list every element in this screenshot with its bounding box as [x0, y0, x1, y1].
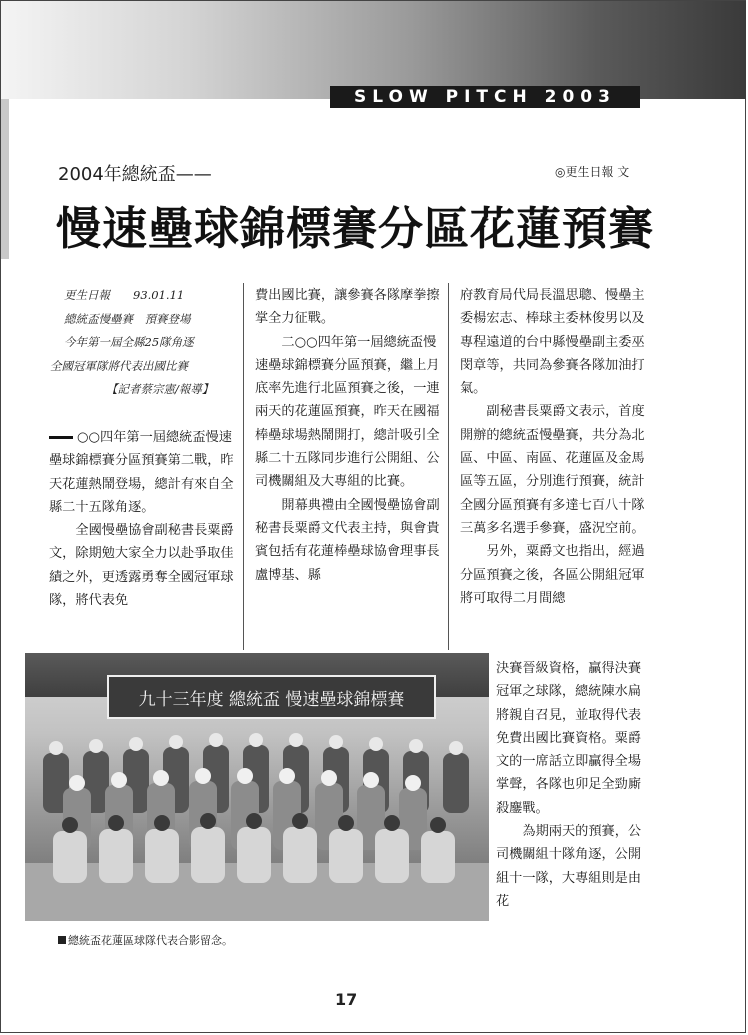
article-headline: 慢速壘球錦標賽分區花蓮預賽	[56, 202, 655, 255]
article-column-3	[460, 284, 646, 610]
paragraph: 二○○四年第一屆總統盃慢速壘球錦標賽分區預賽，繼上月底率先進行北區預賽之後，一連兩天的花蓮區預賽，昨天在國福棒壘球場熱鬧開打，總計吸引全縣二十五隊同步進行公開組、公司機關組及大專組的比賽。	[255, 334, 440, 490]
team-group-photo	[25, 653, 489, 921]
event-banner: 九十三年度 總統盃 慢速壘球錦標賽	[107, 675, 436, 719]
column-divider-1	[243, 283, 244, 650]
header-gradient-band	[1, 1, 746, 99]
newspaper-clipping	[50, 284, 235, 402]
paragraph: 為期兩天的預賽，公司機關組十隊角逐，公開組十一隊，大專組則是由花	[496, 824, 642, 909]
left-shade-strip	[1, 99, 9, 259]
paragraph: 另外，粟爵文也指出，經過分區預賽之後，各區公開組冠軍將可取得二月間總	[460, 544, 645, 606]
players-silhouettes	[25, 653, 489, 921]
clipping-line: 更生日報 93.01.11	[64, 288, 185, 302]
photo-caption	[58, 932, 233, 948]
page-number: 17	[335, 990, 358, 1009]
paragraph: 決賽晉級資格，贏得決賽冠軍之球隊，總統陳水扁將親自召見，並取得代表免費出國比賽資格。粟爵文的一席話立即贏得全場掌聲，各隊也卯足全勁廝殺鏖戰。	[496, 661, 642, 816]
article-column-1	[49, 426, 237, 612]
paragraph: 副秘書長粟爵文表示，首度開辦的總統盃慢壘賽，共分為北區、中區、南區、花蓮區及金馬區等五區，分別進行預賽，統計全國分區預賽有多達七百八十隊三萬多名選手參賽，盛況空前。	[460, 404, 645, 536]
paragraph: 府教育局代局長溫思聰、慢壘主委楊宏志、棒球主委林俊男以及專程遠道的台中縣慢壘副主委巫閔章等，共同為參賽各隊加油打氣。	[460, 288, 645, 397]
column-divider-2	[448, 283, 449, 650]
paragraph: 開幕典禮由全國慢壘協會副秘書長粟爵文代表主持，與會貴賓包括有花蓮棒壘球協會理事長盧博基、縣	[255, 497, 440, 583]
clipping-line: 總統盃慢壘賽 預賽登場	[64, 311, 191, 326]
paragraph: 費出國比賽，讓參賽各隊摩拳擦掌全力征戰。	[255, 288, 440, 327]
clipping-line: 全國冠軍隊將代表出國比賽	[50, 358, 188, 373]
paragraph-text: ○○四年第一屆總統盃慢速壘球錦標賽分區預賽第二戰，昨天花蓮熱鬧登場，總計有來自全縣二十五隊角逐。	[49, 430, 234, 515]
paragraph	[49, 426, 237, 519]
caption-text: 總統盃花蓮區球隊代表合影留念。	[68, 934, 233, 947]
caption-square-icon	[58, 936, 66, 944]
article-subtitle: 2004年總統盃——	[58, 164, 212, 185]
clipping-line: 【記者蔡宗憲/報導】	[106, 382, 214, 396]
dropcap-rule	[49, 436, 73, 439]
article-credit: ◎更生日報 文	[555, 165, 630, 179]
article-column-2	[255, 284, 441, 587]
paragraph: 全國慢壘協會副秘書長粟爵文，除期勉大家全力以赴爭取佳績之外，更透露勇奪全國冠軍球隊，將代表免	[49, 523, 234, 609]
series-title-bar: SLOW PITCH 2003	[330, 86, 640, 108]
article-column-3-continued	[496, 657, 646, 913]
clipping-line: 今年第一屆全縣25隊角逐	[64, 335, 194, 349]
